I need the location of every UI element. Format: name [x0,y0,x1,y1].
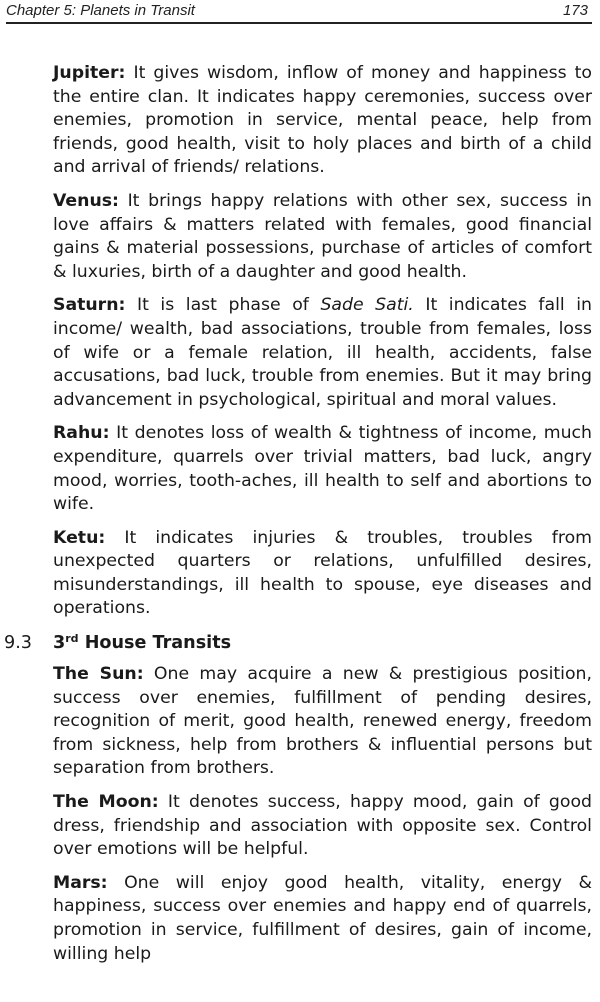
planet-term: Venus: [53,190,119,211]
paragraph-text: One will enjoy good health, vitality, energy & happiness, success over enemies and happy end of quarrels, promotion in service, fulfillment of desires, gain of income, willing help [53,872,592,964]
paragraph-ketu [53,527,592,621]
section-ordinal-suffix: rd [65,632,79,646]
paragraph-moon [53,791,592,862]
section-number: 9.3 [4,633,32,654]
paragraph-text: It denotes loss of wealth & tightness of income, much expenditure, quarrels over trivial matters, bad luck, angry mood, worries, tooth-aches, ill health to self and abortions to wife. [53,423,592,515]
paragraph-jupiter [53,62,592,180]
paragraph-text: It gives wisdom, inflow of money and happiness to the entire clan. It indicates happy ceremonies, success over enemies, promotion in service, mental peace, help from friends, good health, visit to holy places and birth of a child and arrival of friends/ relations. [53,63,592,178]
planet-term: The Sun: [53,664,144,685]
chapter-title: Chapter 5: Planets in Transit [6,2,195,19]
paragraph-text: One may acquire a new & prestigious position, success over enemies, fulfillment of pending desires, recognition of merit, good health, renewed energy, freedom from sickness, help from brothers & influential persons but separation from brothers. [53,664,592,779]
planet-term: Ketu: [53,527,106,548]
running-header [6,0,592,24]
section-title: House Transits [78,633,232,654]
paragraph-saturn [53,294,592,412]
planet-term: Jupiter: [53,63,126,83]
paragraph-text-lead: It is last phase of [125,295,321,316]
planet-term: Rahu: [53,423,110,444]
planet-term: Mars: [53,872,108,893]
paragraph-sun [53,663,592,781]
planet-term: The Moon: [53,792,159,813]
paragraph-rahu [53,422,592,516]
section-ordinal: 3 [53,633,66,654]
paragraph-text: It brings happy relations with other sex, success in love affairs & matters related with females, good financial gains & material possessions, purchase of articles of comfort & luxuries, birth of a daughter and good health. [53,190,592,282]
page-number: 173 [562,2,588,19]
paragraph-venus [53,190,592,284]
paragraph-mars [53,872,592,966]
paragraph-text: It denotes success, happy mood, gain of good dress, friendship and association with opposite sex. Control over emotions will be helpful. [53,792,593,860]
italic-term: Sade Sati. [320,295,414,316]
section-heading [4,631,592,655]
planet-term: Saturn: [53,295,126,316]
paragraph-text: It indicates injuries & troubles, troubles from unexpected quarters or relations, unfulfilled desires, misunderstandings, ill health to spouse, eye diseases and operations. [53,527,592,619]
page-body [4,62,593,976]
paragraph-text: It indicates fall in income/ wealth, bad associations, trouble from females, loss of wife or a female relation, ill health, accidents, false accusations, bad luck, trouble from enemies. But it may bring advancement in psychological, spiritual and moral values. [53,295,592,410]
